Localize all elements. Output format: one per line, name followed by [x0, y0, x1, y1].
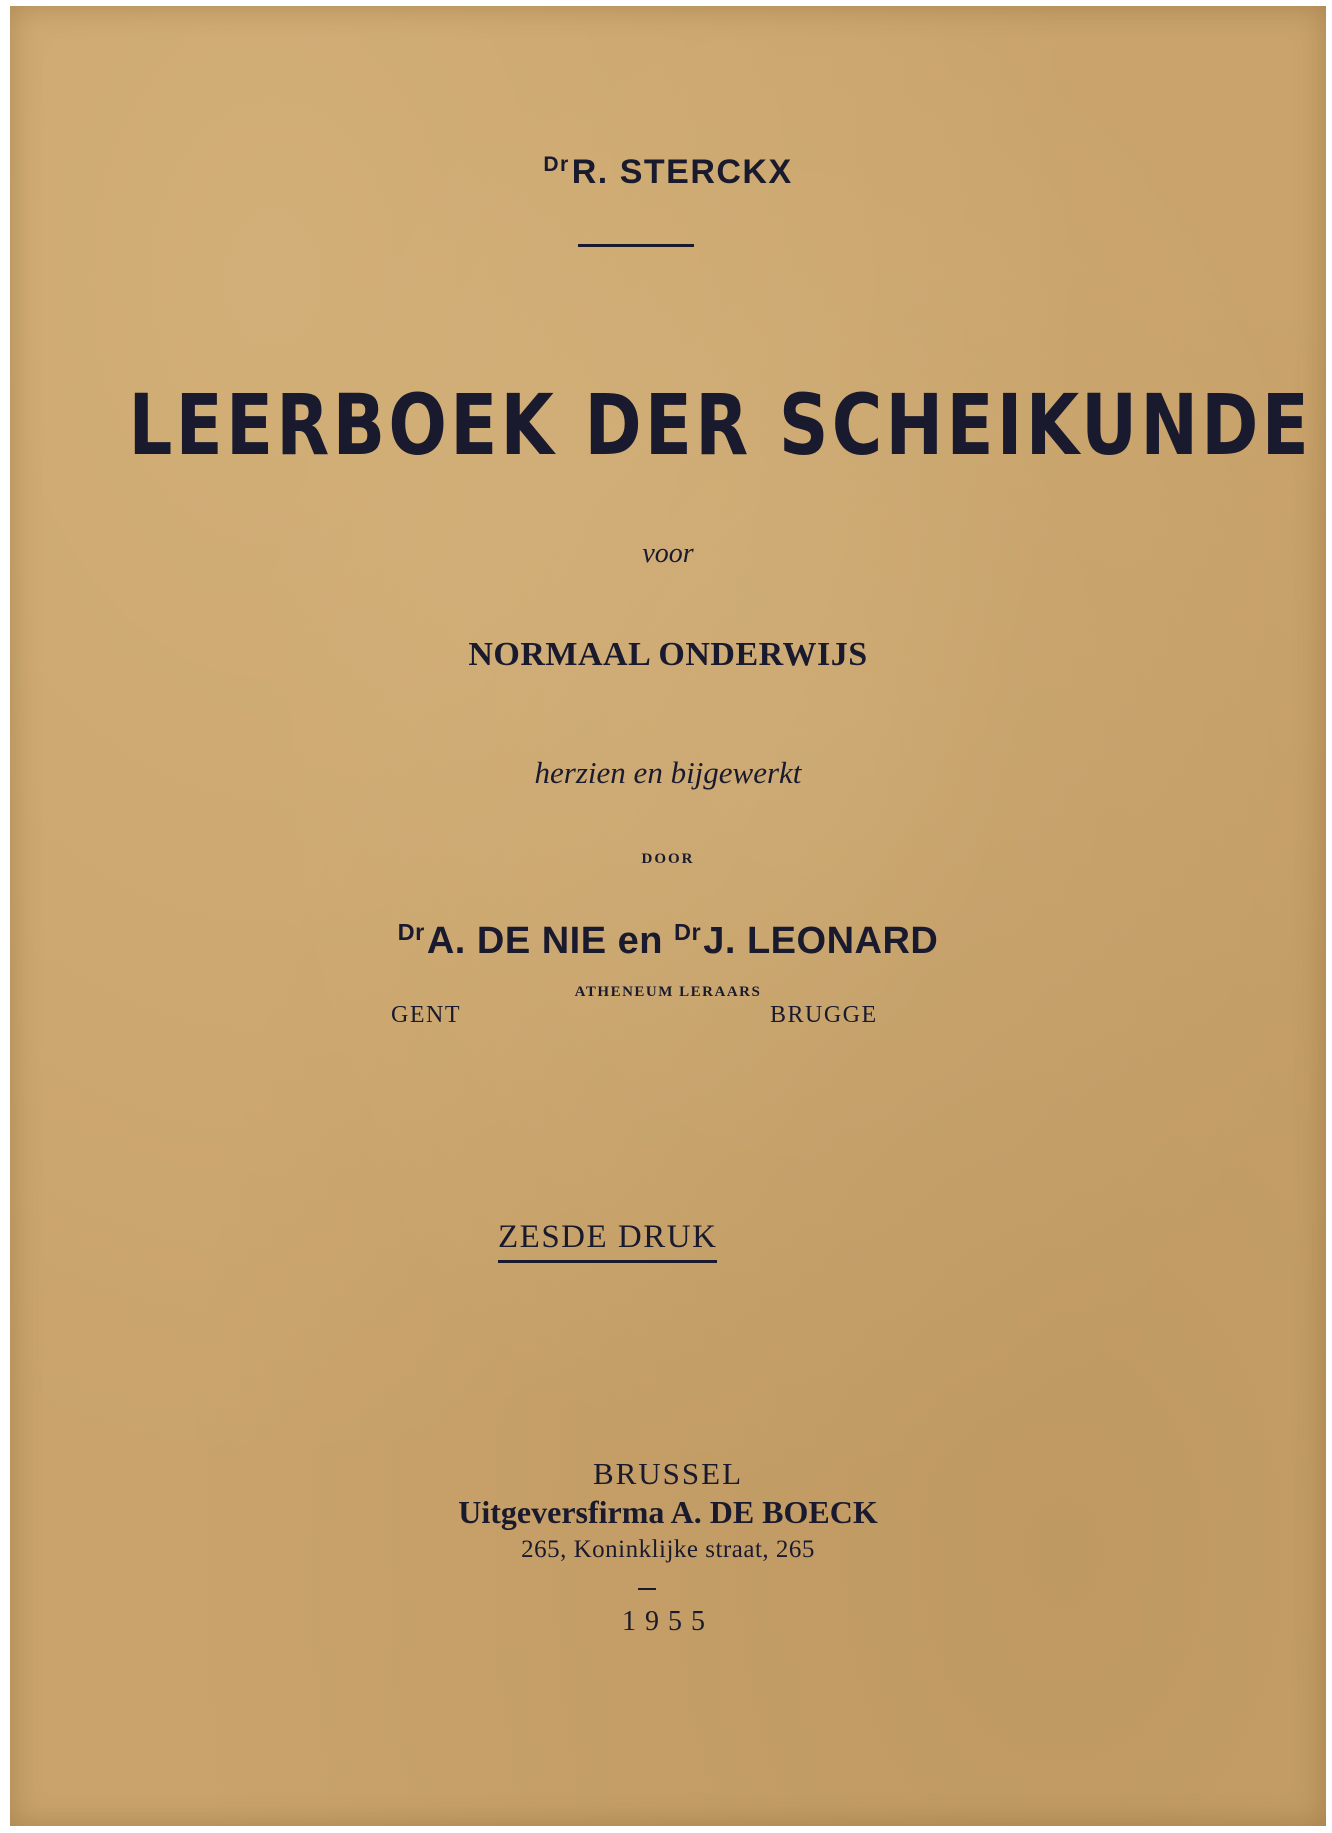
publisher-city: BRUSSEL	[592, 1456, 744, 1491]
revisers-conjunction: en	[617, 919, 663, 962]
reviser2-name: J. LEONARD	[703, 919, 939, 962]
author-name: R. STERCKX	[571, 153, 793, 191]
city-gent: GENT	[391, 1002, 461, 1028]
publication-year: 1955	[622, 1606, 714, 1637]
author-heading	[10, 153, 1326, 192]
revision-text: herzien en bijgewerkt	[534, 755, 802, 790]
author-title-prefix: Dr	[543, 153, 570, 177]
book-cover	[10, 6, 1326, 1826]
book-title: LEERBOEK DER SCHEIKUNDE	[128, 376, 1313, 474]
reviser1-prefix: Dr	[397, 919, 425, 945]
reviser2-prefix: Dr	[674, 919, 702, 945]
voor-text: voor	[642, 538, 694, 569]
publisher-name: Uitgeversfirma A. DE BOECK	[458, 1494, 878, 1530]
role-text: ATHENEUM LERAARS	[574, 984, 762, 1000]
revisers-line	[10, 919, 1326, 963]
small-divider	[638, 1588, 656, 1590]
door-text: DOOR	[641, 851, 695, 867]
edition-text: ZESDE DRUK	[498, 1219, 717, 1263]
audience-text: NORMAAL ONDERWIJS	[468, 636, 868, 673]
city-brugge: BRUGGE	[770, 1002, 878, 1028]
reviser1-name: A. DE NIE	[426, 919, 607, 962]
publisher-address: 265, Koninklijke straat, 265	[521, 1536, 815, 1563]
divider-rule	[578, 244, 694, 247]
